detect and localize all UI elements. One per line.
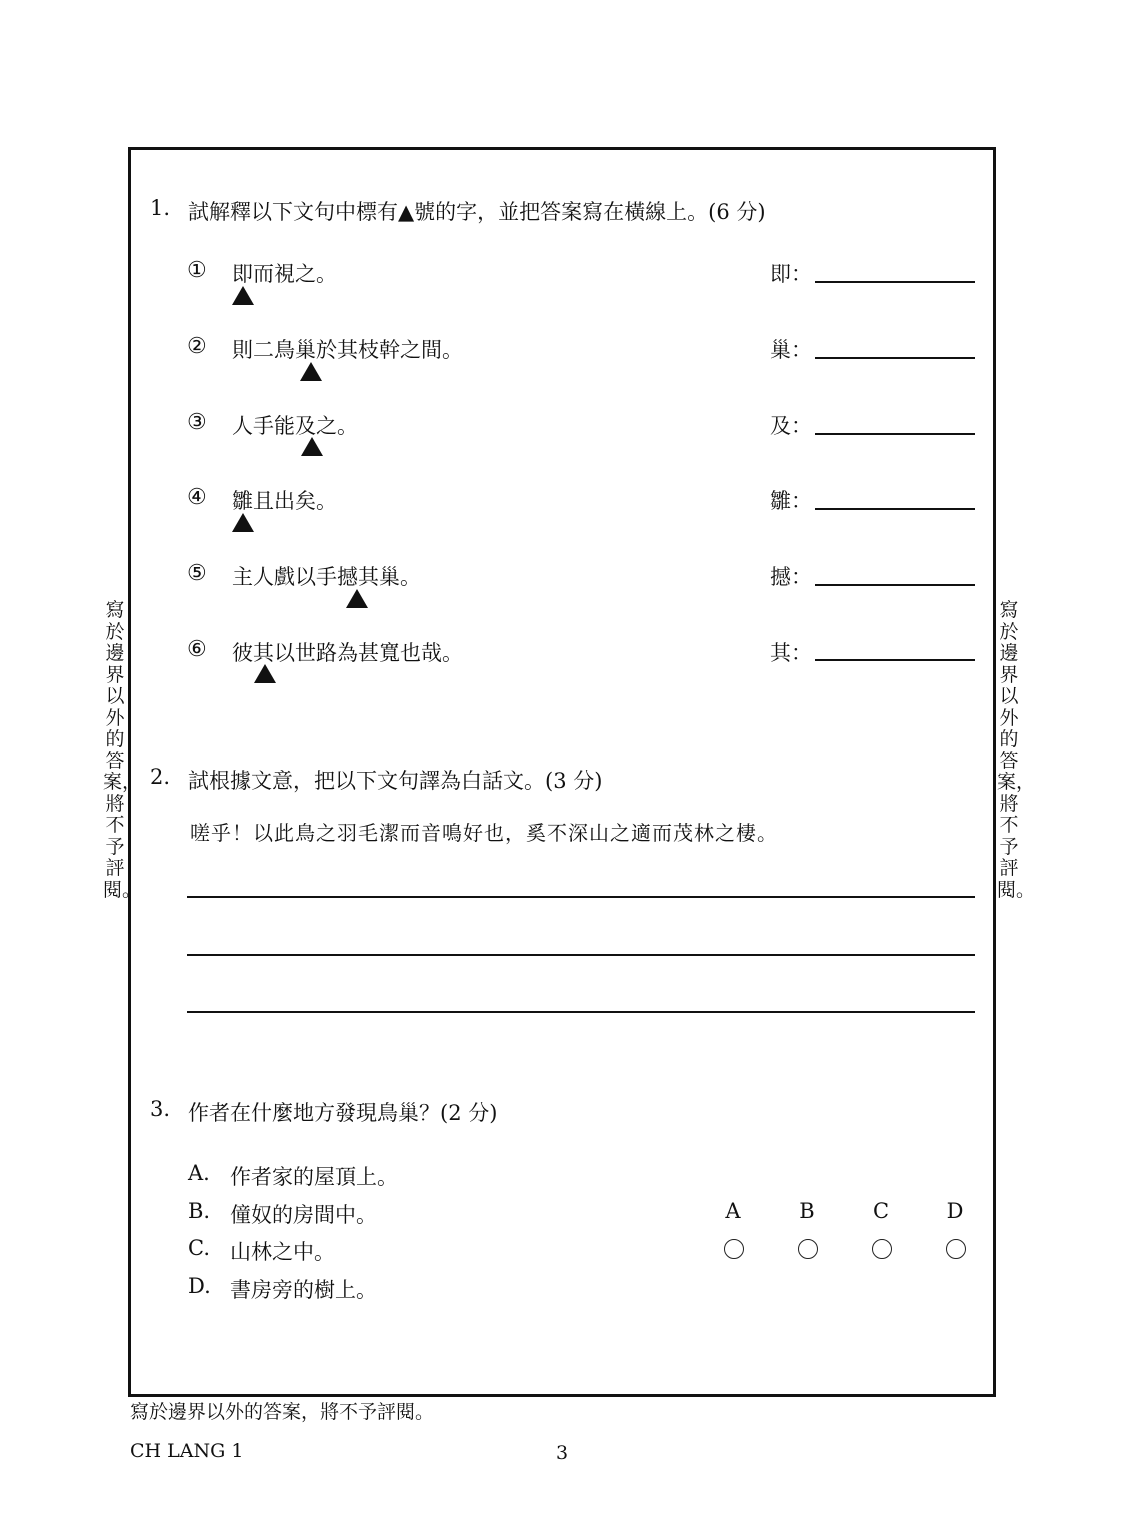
q2-passage: 嗟乎！以此鳥之羽毛潔而音鳴好也，奚不深山之適而茂林之棲。 xyxy=(190,821,778,845)
q1-item-number: ④ xyxy=(187,485,207,510)
q3-option-letter: A. xyxy=(188,1161,210,1185)
choice-label-a: A xyxy=(725,1199,741,1223)
q1-answer-line[interactable] xyxy=(815,508,975,510)
q1-item-text: 人手能及之。 xyxy=(232,414,358,438)
side-note-left: 寫於邊界以外的答案，將不予評閱。 xyxy=(103,599,142,901)
choice-label-c: C xyxy=(872,1199,890,1223)
choice-bubble-c[interactable] xyxy=(872,1239,892,1259)
q3-option-text: 山林之中。 xyxy=(230,1240,335,1264)
choice-bubble-d[interactable] xyxy=(946,1239,966,1259)
q1-answer-line[interactable] xyxy=(815,659,975,661)
boundary-note: 寫於邊界以外的答案，將不予評閱。 xyxy=(130,1401,435,1423)
triangle-marker-icon xyxy=(232,286,254,305)
side-note-right: 寫於邊界以外的答案，將不予評閱。 xyxy=(997,599,1036,901)
q1-answer-label: 雛： xyxy=(770,489,812,513)
q3-option-letter: C. xyxy=(188,1236,210,1260)
q2-number: 2. xyxy=(150,765,171,789)
q1-answer-line[interactable] xyxy=(815,281,975,283)
triangle-marker-icon xyxy=(301,437,323,456)
q1-item-text: 則二鳥巢於其枝幹之間。 xyxy=(232,338,463,362)
q3-number: 3. xyxy=(150,1097,171,1121)
q1-answer-label: 巢： xyxy=(770,338,812,362)
q1-answer-line[interactable] xyxy=(815,357,975,359)
q3-prompt: 作者在什麼地方發現鳥巢？(2 分) xyxy=(188,1101,498,1125)
paper-code: CH LANG 1 xyxy=(130,1440,244,1462)
choice-bubble-a[interactable] xyxy=(724,1239,744,1259)
q2-prompt: 試根據文意，把以下文句譯為白話文。(3 分) xyxy=(188,769,603,793)
q1-item-text: 彼其以世路為甚寬也哉。 xyxy=(232,641,463,665)
q1-item-text: 即而視之。 xyxy=(232,262,337,286)
q1-item-number: ③ xyxy=(187,410,207,435)
q3-option-text: 書房旁的樹上。 xyxy=(230,1278,377,1302)
choice-label-d: D xyxy=(946,1199,964,1223)
q1-answer-line[interactable] xyxy=(815,584,975,586)
q1-item-text: 雛且出矣。 xyxy=(232,489,337,513)
q3-option-letter: D. xyxy=(188,1274,211,1298)
triangle-marker-icon xyxy=(346,589,368,608)
q1-answer-label: 及： xyxy=(770,414,812,438)
triangle-marker-icon xyxy=(254,664,276,683)
q3-option-text: 作者家的屋頂上。 xyxy=(230,1165,398,1189)
q1-answer-line[interactable] xyxy=(815,433,975,435)
q1-item-number: ② xyxy=(187,334,207,359)
q1-answer-label: 即： xyxy=(770,262,812,286)
choice-bubble-b[interactable] xyxy=(798,1239,818,1259)
q2-answer-line[interactable] xyxy=(187,954,975,956)
q1-number: 1. xyxy=(150,196,171,220)
q3-option-text: 僮奴的房間中。 xyxy=(230,1203,377,1227)
q3-option-letter: B. xyxy=(188,1199,211,1223)
page-number: 3 xyxy=(556,1442,569,1464)
q2-answer-line[interactable] xyxy=(187,1011,975,1013)
q1-answer-label: 撼： xyxy=(770,565,812,589)
q1-item-number: ⑤ xyxy=(187,561,207,586)
q1-item-number: ① xyxy=(187,258,207,283)
q1-item-text: 主人戲以手撼其巢。 xyxy=(232,565,421,589)
triangle-marker-icon xyxy=(300,362,322,381)
triangle-marker-icon xyxy=(232,513,254,532)
q1-item-number: ⑥ xyxy=(187,637,207,662)
q1-prompt: 試解釋以下文句中標有▲號的字，並把答案寫在橫線上。(6 分) xyxy=(188,200,766,224)
q2-answer-line[interactable] xyxy=(187,896,975,898)
choice-label-b: B xyxy=(799,1199,815,1223)
q1-answer-label: 其： xyxy=(770,641,812,665)
